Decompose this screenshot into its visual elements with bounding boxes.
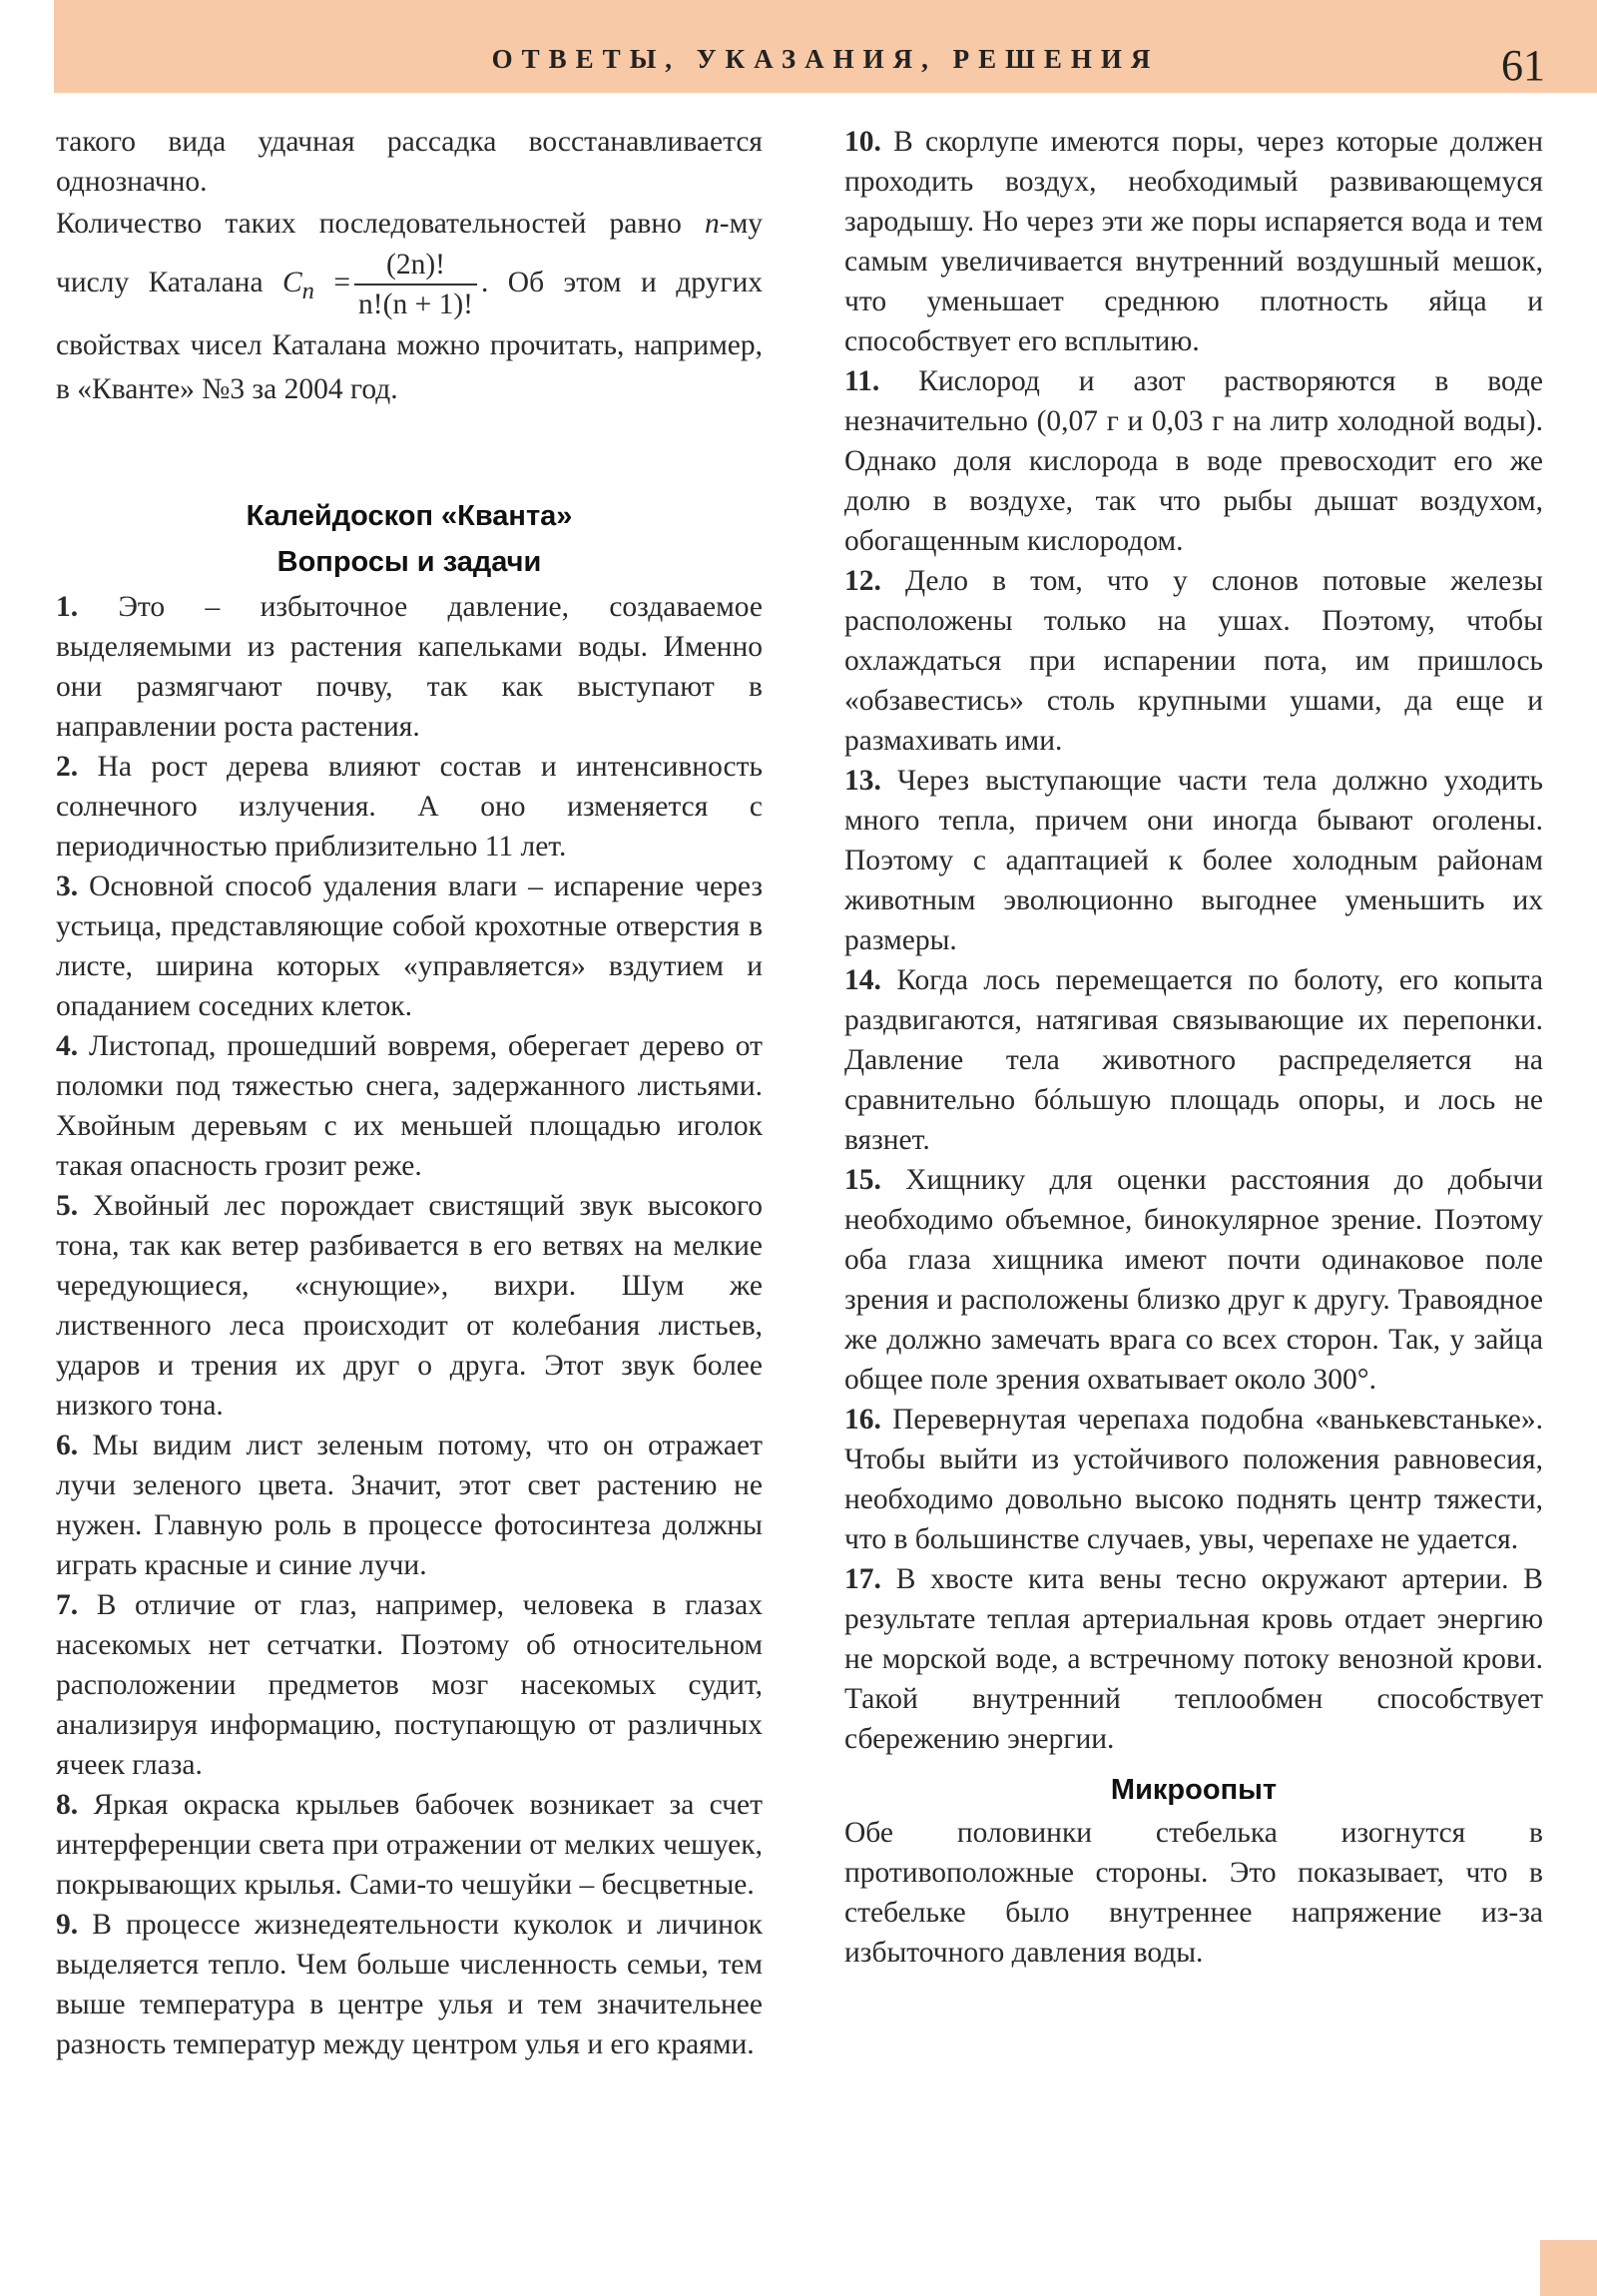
answer-item [56,747,763,866]
running-title: ОТВЕТЫ, УКАЗАНИЯ, РЕШЕНИЯ [491,44,1160,74]
answer-item [56,1426,763,1585]
answer-number: 3. [56,870,79,902]
answer-text: В скорлупе имеются поры, через которые должен проходить воздух, необходимый развивающемуся зародышу. Но через эти же поры испаряется вода и тем самым увеличивается внутренний воздушный мешок, что уменьшает среднюю плотность яйца и способствует его всплытию. [844,126,1544,357]
answer-number: 11. [844,365,880,397]
answer-text: В хвосте кита вены тесно окружают артерии. В результате теплая артериальная кровь отдает энергию не морской воде, а встречному потоку венозной крови. Такой внутренний теплообмен способствует сбережению энергии. [844,1563,1543,1755]
answer-item [844,561,1543,761]
answer-text: Это – избыточное давление, создаваемое выделяемыми из растения капельками воды. Именно они размягчают почву, так как выступают в направлении роста растения. [56,591,763,743]
answer-item [56,866,763,1026]
answer-number: 15. [844,1164,881,1196]
page-header-band [54,0,1597,93]
answers-list-right [844,122,1543,1759]
right-column [844,122,1543,1973]
formula-fraction [354,246,477,323]
answer-text: Перевернутая черепаха подобна «ванькевстаньке». Чтобы выйти из устойчивого положения равновесия, необходимо довольно высоко поднять центр тяжести, что в большинстве случаев, увы, черепахе не удается. [844,1404,1543,1555]
answers-list-left [56,587,763,2064]
answer-number: 6. [56,1430,79,1461]
answer-number: 12. [844,565,881,597]
answer-number: 10. [844,126,881,158]
answer-item [56,1905,763,2064]
answer-number: 4. [56,1030,79,1062]
answer-text: В процессе жизнедеятельности куколок и личинок выделяется тепло. Чем больше численность семьи, тем выше температура в центре улья и тем значительнее разность температур между центром улья и его краями. [56,1909,763,2060]
intro-paragraph: такого вида удачная рассадка восстанавливается однозначно. [56,126,763,198]
answer-item [844,1400,1543,1559]
answer-text: Основной способ удаления влаги – испарение через устьица, представляющие собой крохотные отверстия в листе, ширина которых «управляется» вздутием и опаданием соседних клеток. [56,870,763,1022]
micro-paragraph: Обе половинки стебелька изогнутся в противоположные стороны. Это показывает, что в стебельке было внутреннее напряжение из-за избыточного давления воды. [844,1817,1543,1969]
answer-text: Мы видим лист зеленым потому, что он отражает лучи зеленого цвета. Значит, этот свет растению не нужен. Главную роль в процессе фотосинтеза должны играть красные и синие лучи. [56,1430,763,1581]
answer-number: 5. [56,1190,79,1222]
answer-number: 9. [56,1909,79,1941]
catalan-paragraph: Количество таких последовательностей равно n-му числу Каталана $C_n$ = $\frac{(2n)!}{n!(n + 1)!}$ . Об этом и других свойствах чисел Каталана можно прочитать, например, в «Кванте» №3 за 2004 год. [56,208,763,405]
answer-item [56,587,763,747]
answer-item [844,1559,1543,1759]
answer-text: Через выступающие части тела должно уходить много тепла, причем они иногда бывают оголены. Поэтому с адаптацией к более холодным районам животным эволюционно выгоднее уменьшить их размеры. [844,765,1543,956]
corner-tab [1540,2240,1597,2296]
catalan-formula: $C_n$ = $\frac{(2n)!}{n!(n + 1)!}$ [282,267,481,298]
answer-number: 2. [56,751,79,783]
answer-text: Когда лось перемещается по болоту, его копыта раздвигаются, натягивая связывающие их перепонки. Давление тела животного распределяется на сравнительно бóльшую площадь опоры, и лось не вязнет. [844,964,1544,1156]
answer-text: Хвойный лес порождает свистящий звук высокого тона, так как ветер разбивается в его ветвях на мелкие чередующиеся, «снующие», вихри. Шум же лиственного леса происходит от колебания листьев, ударов и трения их друг о друга. Этот звук более низкого тона. [56,1190,764,1422]
denominator: n!(n + 1)! [354,284,477,323]
answer-text: Хищнику для оценки расстояния до добычи необходимо объемное, бинокулярное зрение. Поэтому оба глаза хищника имеют почти одинаковое поле зрения и расположены близко друг к другу. Травоядное же должно замечать врага со всех сторон. Так, у зайца общее поле зрения охватывает около 300°. [844,1164,1543,1396]
answer-text: На рост дерева влияют состав и интенсивность солнечного излучения. А оно изменяется с периодичностью приблизительно 11 лет. [56,751,763,862]
page-number: 61 [1501,41,1545,90]
answer-item [56,1026,763,1186]
answer-item [844,122,1543,361]
answer-item [56,1785,763,1905]
answer-item [844,1160,1543,1400]
answer-number: 8. [56,1789,79,1821]
answer-item [56,1186,763,1426]
section-subtitle: Вопросы и задачи [276,546,542,578]
answer-number: 16. [844,1404,881,1435]
answer-number: 13. [844,765,881,797]
answer-text: В отличие от глаз, например, человека в глазах насекомых нет сетчатки. Поэтому об относительном расположении предметов мозг насекомых судит, анализируя информацию, поступающую от различных ячеек глаза. [56,1589,763,1781]
answer-item [844,361,1543,561]
answer-item [844,960,1543,1160]
answer-item [56,1585,763,1785]
answer-text: Кислород и азот растворяются в воде незначительно (0,07 г и 0,03 г на литр холодной воды). Однако доля кислорода в воде превосходит его же долю в воздухе, так что рыбы дышат воздухом, обогащенным кислородом. [844,365,1543,557]
answer-text: Яркая окраска крыльев бабочек возникает за счет интерференции света при отражении от мелких чешуек, покрывающих крылья. Сами-то чешуйки – бесцветные. [56,1789,763,1901]
section-title: Калейдоскоп «Кванта» [246,500,573,532]
numerator: (2n)! [386,249,445,281]
answer-number: 7. [56,1589,79,1621]
left-column [56,122,763,2064]
answer-item [844,761,1543,960]
answer-number: 14. [844,964,881,996]
answer-text: Листопад, прошедший вовремя, оберегает дерево от поломки под тяжестью снега, задержанного листьями. Хвойным деревьям с их меньшей площадью иголок такая опасность грозит реже. [56,1030,763,1182]
answer-text: Дело в том, что у слонов потовые железы расположены только на ушах. Поэтому, чтобы охлаждаться при испарении пота, им пришлось «обзавестись» столь крупными ушами, да еще и размахивать ими. [844,565,1544,757]
micro-title: Микроопыт [1110,1774,1278,1806]
answer-number: 1. [56,591,79,623]
answer-number: 17. [844,1563,881,1595]
